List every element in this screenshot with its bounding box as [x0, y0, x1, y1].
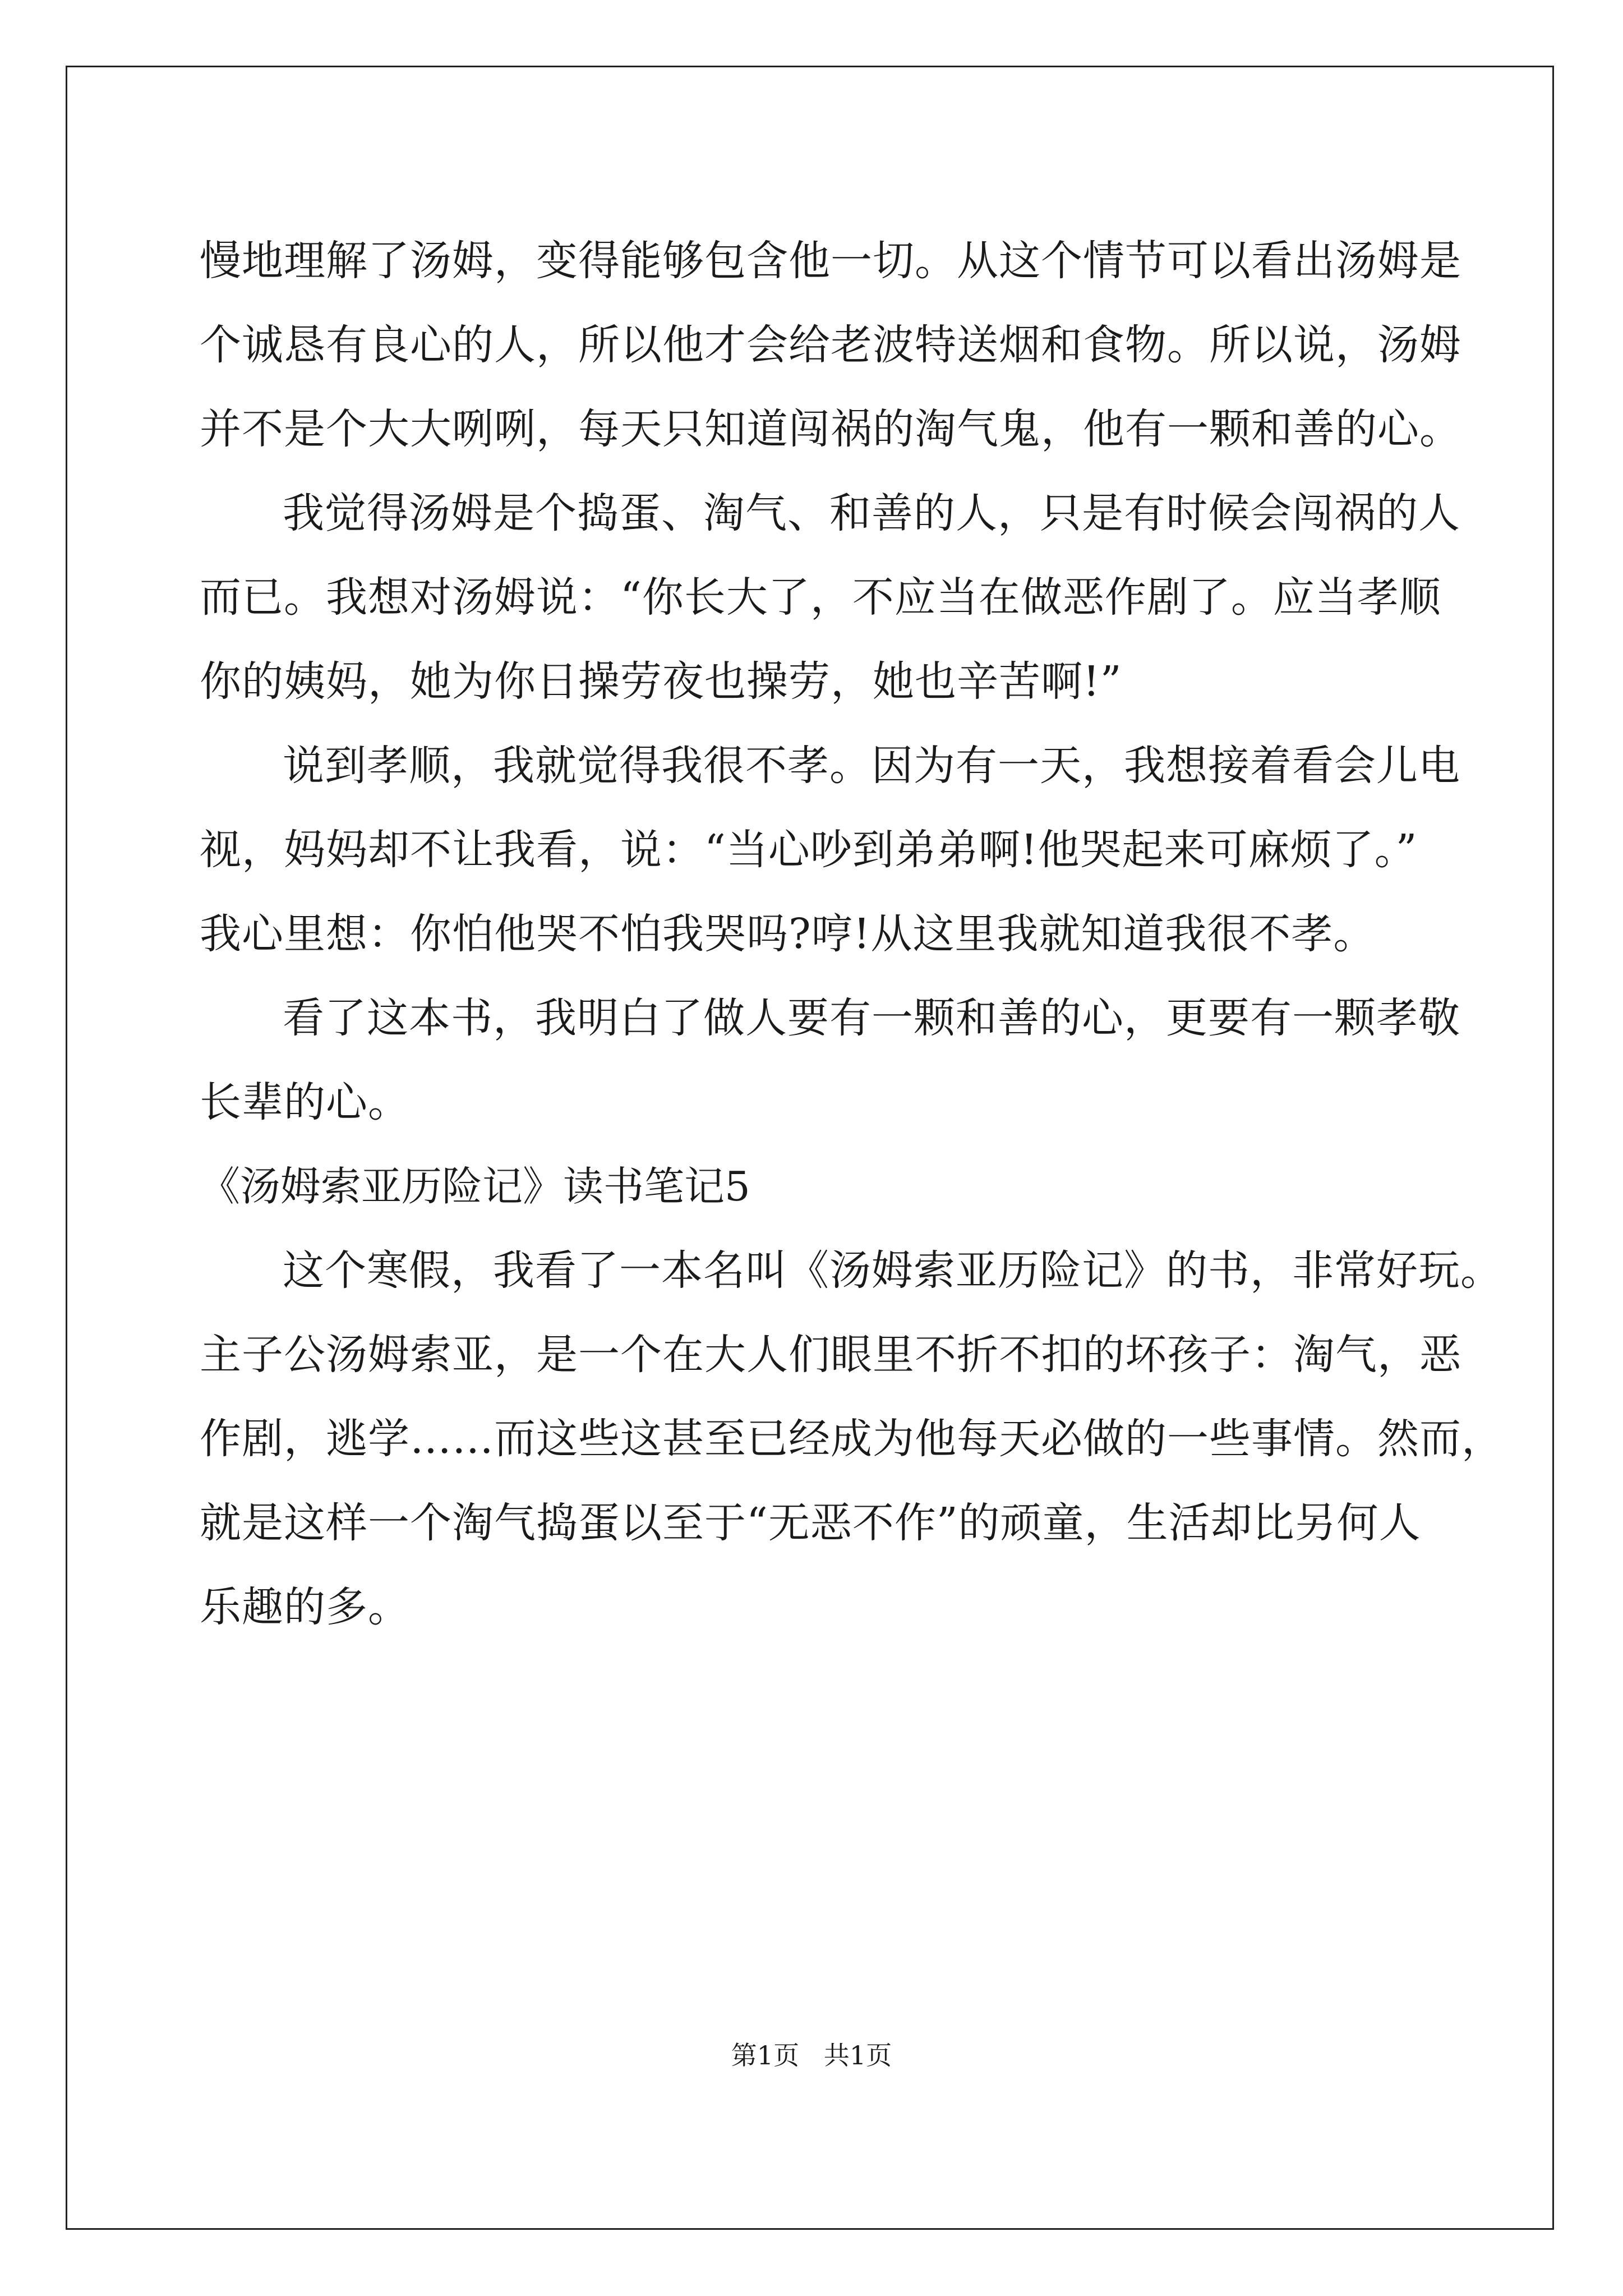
- text-line: 看了这本书，我明白了做人要有一颗和善的心，更要有一颗孝敬: [283, 994, 1460, 1042]
- text-line: 作剧，逃学……而这些这甚至已经成为他每天必做的一些事情。然而，: [200, 1415, 1504, 1463]
- document-body: [200, 219, 1504, 1649]
- text-line: 主子公汤姆索亚，是一个在大人们眼里不折不扣的坏孩子：淘气，恶: [200, 1331, 1461, 1379]
- text-line: 我觉得汤姆是个捣蛋、淘气、和善的人，只是有时候会闯祸的人: [283, 489, 1460, 537]
- section-title: 《汤姆索亚历险记》读书笔记5: [200, 1163, 750, 1210]
- page-footer: 第1页 共1页: [731, 2040, 892, 2070]
- text-line: 而已。我想对汤姆说：“你长大了，不应当在做恶作剧了。应当孝顺: [200, 573, 1441, 622]
- text-line: 说到孝顺，我就觉得我很不孝。因为有一天，我想接着看会儿电: [283, 742, 1460, 790]
- text-line: 乐趣的多。: [200, 1583, 410, 1631]
- text-line: 慢地理解了汤姆，变得能够包含他一切。从这个情节可以看出汤姆是: [200, 237, 1461, 285]
- text-line: 并不是个大大咧咧，每天只知道闯祸的淘气鬼，他有一颗和善的心。: [200, 405, 1461, 453]
- text-line: 这个寒假，我看了一本名叫《汤姆索亚历险记》的书，非常好玩。: [283, 1246, 1502, 1295]
- text-line: 你的姨妈，她为你日操劳夜也操劳，她也辛苦啊!”: [200, 657, 1122, 706]
- text-line: 长辈的心。: [200, 1078, 410, 1126]
- text-line: 视，妈妈却不让我看，说：“当心吵到弟弟啊!他哭起来可麻烦了。”: [200, 826, 1418, 874]
- text-line: 个诚恳有良心的人，所以他才会给老波特送烟和食物。所以说，汤姆: [200, 321, 1461, 369]
- text-line: 我心里想：你怕他哭不怕我哭吗?哼!从这里我就知道我很不孝。: [200, 910, 1376, 958]
- text-line: 就是这样一个淘气捣蛋以至于“无恶不作”的顽童，生活却比另何人: [200, 1499, 1421, 1547]
